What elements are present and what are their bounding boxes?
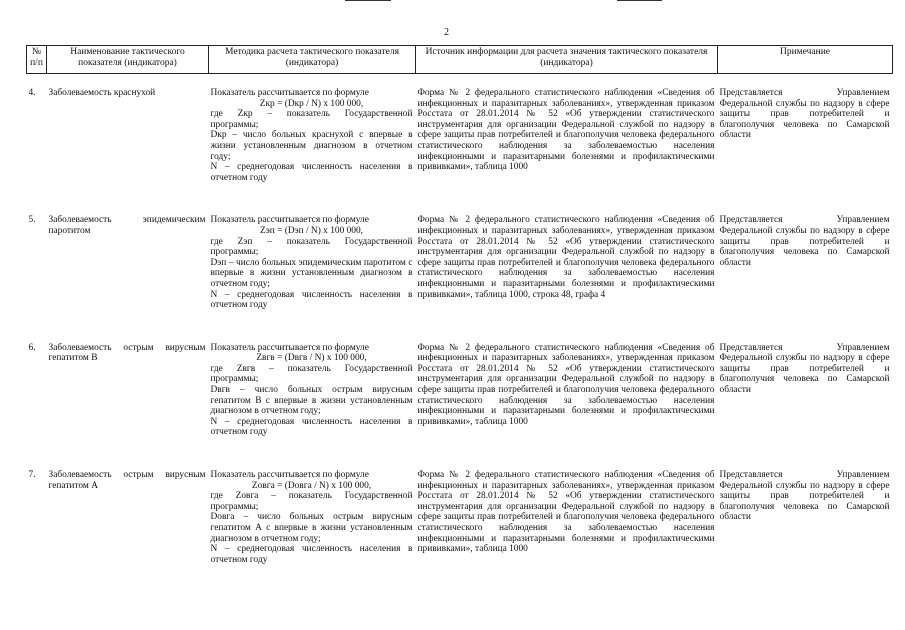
- method-line: где Zовга – показатель Государственной программы;: [210, 491, 413, 512]
- method-intro: Показатель рассчитывается по формуле: [210, 342, 369, 353]
- source-cell: Форма № 2 федерального статистического наблюдения «Сведения об инфекционных и паразитарных заболеваниях», утвержденная приказом Росстата от 28.01.2014 № 52 «Об утверждении статистического инструментария для организации Федеральной службой по надзору в сфере защиты прав потребителей и благополучия человека федерального статистического наблюдения за заболеваемостью населения инфекционными и паразитарными болезнями и профилактическими прививками», таблица 1000: [417, 342, 715, 427]
- method-cell: [209, 88, 416, 183]
- row-number: 5.: [28, 215, 36, 226]
- header-method: Методика расчета тактического показателя (индикатора): [209, 46, 416, 74]
- method-formula: Zвгв = (Dвгв / N) x 100 000,: [256, 353, 367, 364]
- source-cell: Форма № 2 федерального статистического наблюдения «Сведения об инфекционных и паразитарных заболеваниях», утвержденная приказом Росстата от 28.01.2014 № 52 «Об утверждении статистического инструментария для организации Федеральной службой по надзору в сфере защиты прав потребителей и благополучия человека федерального статистического наблюдения за заболеваемостью населения инфекционными и паразитарными болезнями и профилактическими прививками», таблица 1000: [417, 470, 715, 555]
- method-formula: Zовга = (Dовга / N) x 100 000,: [251, 480, 372, 491]
- spacer-row: [27, 311, 893, 343]
- method-line: где Zвгв – показатель Государственной программы;: [210, 363, 413, 385]
- method-line: Dкр – число больных краснухой с впервые в жизни установленным диагнозом в отчетном году;: [210, 130, 413, 162]
- method-cell: [209, 470, 416, 565]
- table-row: [27, 470, 893, 565]
- table-row: [27, 88, 893, 183]
- row-number: 4.: [28, 88, 36, 98]
- method-line: где Zэп – показатель Государственной программы;: [210, 236, 413, 258]
- method-intro: Показатель рассчитывается по формуле: [210, 88, 369, 98]
- header-num: № п/п: [27, 46, 47, 74]
- indicators-table: [26, 45, 893, 565]
- method-line: N – среднегодовая численность населения в отчетном году: [210, 544, 413, 565]
- source-cell: Форма № 2 федерального статистического наблюдения «Сведения об инфекционных и паразитарных заболеваниях», утвержденная приказом Росстата от 28.01.2014 № 52 «Об утверждении статистического инструментария для организации Федеральной службой по надзору в сфере защиты прав потребителей и благополучия человека федерального статистического наблюдения за заболеваемостью населения инфекционными и паразитарными болезнями и профилактическими прививками», таблица 1000, строка 48, графа 4: [417, 215, 715, 300]
- top-rule-left: [345, 0, 391, 1]
- method-formula: Zкр = (Dкр / N) x 100 000,: [259, 98, 364, 109]
- row-number: 6.: [28, 342, 36, 353]
- spacer-row: [27, 74, 893, 89]
- table-row: [27, 343, 893, 438]
- header-source: Источник информации для расчета значения тактического показателя (индикатора): [416, 46, 718, 74]
- method-line: N – среднегодовая численность населения в отчетном году: [210, 289, 413, 311]
- source-cell: Форма № 2 федерального статистического наблюдения «Сведения об инфекционных и паразитарных заболеваниях», утвержденная приказом Росстата от 28.01.2014 № 52 «Об утверждении статистического инструментария для организации Федеральной службой по надзору в сфере защиты прав потребителей и благополучия человека федерального статистического наблюдения за заболеваемостью населения инфекционными и паразитарными болезнями и профилактическими прививками», таблица 1000: [417, 88, 715, 173]
- header-note: Примечание: [718, 46, 893, 74]
- method-cell: [209, 343, 416, 438]
- note-cell: Представляется Управлением Федеральной службы по надзору в сфере защиты прав потребителей и благополучия человека по Самарской области: [719, 470, 890, 523]
- method-line: где Zкр – показатель Государственной программы;: [210, 109, 413, 130]
- method-line: Dвгв – число больных острым вирусным гепатитом В с впервые в жизни установленным диагнозом в отчетном году;: [210, 385, 413, 417]
- indicator-name: Заболеваемость острым вирусным гепатитом В: [48, 342, 206, 364]
- method-line: N – среднегодовая численность населения в отчетном году: [210, 416, 413, 438]
- method-cell: [209, 215, 416, 310]
- note-cell: Представляется Управлением Федеральной службы по надзору в сфере защиты прав потребителей и благополучия человека по Самарской области: [719, 215, 890, 268]
- indicator-name: Заболеваемость эпидемическим паротитом: [48, 215, 206, 236]
- indicator-name: Заболеваемость краснухой: [48, 88, 156, 98]
- method-line: N – среднегодовая численность населения в отчетном году: [210, 162, 413, 183]
- method-line: Dовга – число больных острым вирусным гепатитом А с впервые в жизни установленным диагнозом в отчетном году;: [210, 512, 413, 544]
- row-number: 7.: [28, 470, 36, 481]
- method-formula: Zэп = (Dэп / N) x 100 000,: [259, 225, 364, 236]
- method-intro: Показатель рассчитывается по формуле: [210, 215, 369, 226]
- header-name: Наименование тактического показателя (индикатора): [47, 46, 209, 74]
- note-cell: Представляется Управлением Федеральной службы по надзору в сфере защиты прав потребителей и благополучия человека по Самарской области: [719, 342, 890, 396]
- top-rule-right: [617, 0, 662, 1]
- method-line: Dэп – число больных эпидемическим паротитом с впервые в жизни установленным диагнозом в отчетном году;: [210, 257, 413, 289]
- method-intro: Показатель рассчитывается по формуле: [210, 470, 369, 481]
- page-number: 2: [444, 27, 449, 38]
- table-header-row: [27, 46, 893, 74]
- indicator-name: Заболеваемость острым вирусным гепатитом А: [48, 470, 206, 491]
- spacer-row: [27, 438, 893, 470]
- spacer-row: [27, 183, 893, 215]
- table-row: [27, 215, 893, 310]
- note-cell: Представляется Управлением Федеральной службы по надзору в сфере защиты прав потребителей и благополучия человека по Самарской области: [719, 88, 890, 141]
